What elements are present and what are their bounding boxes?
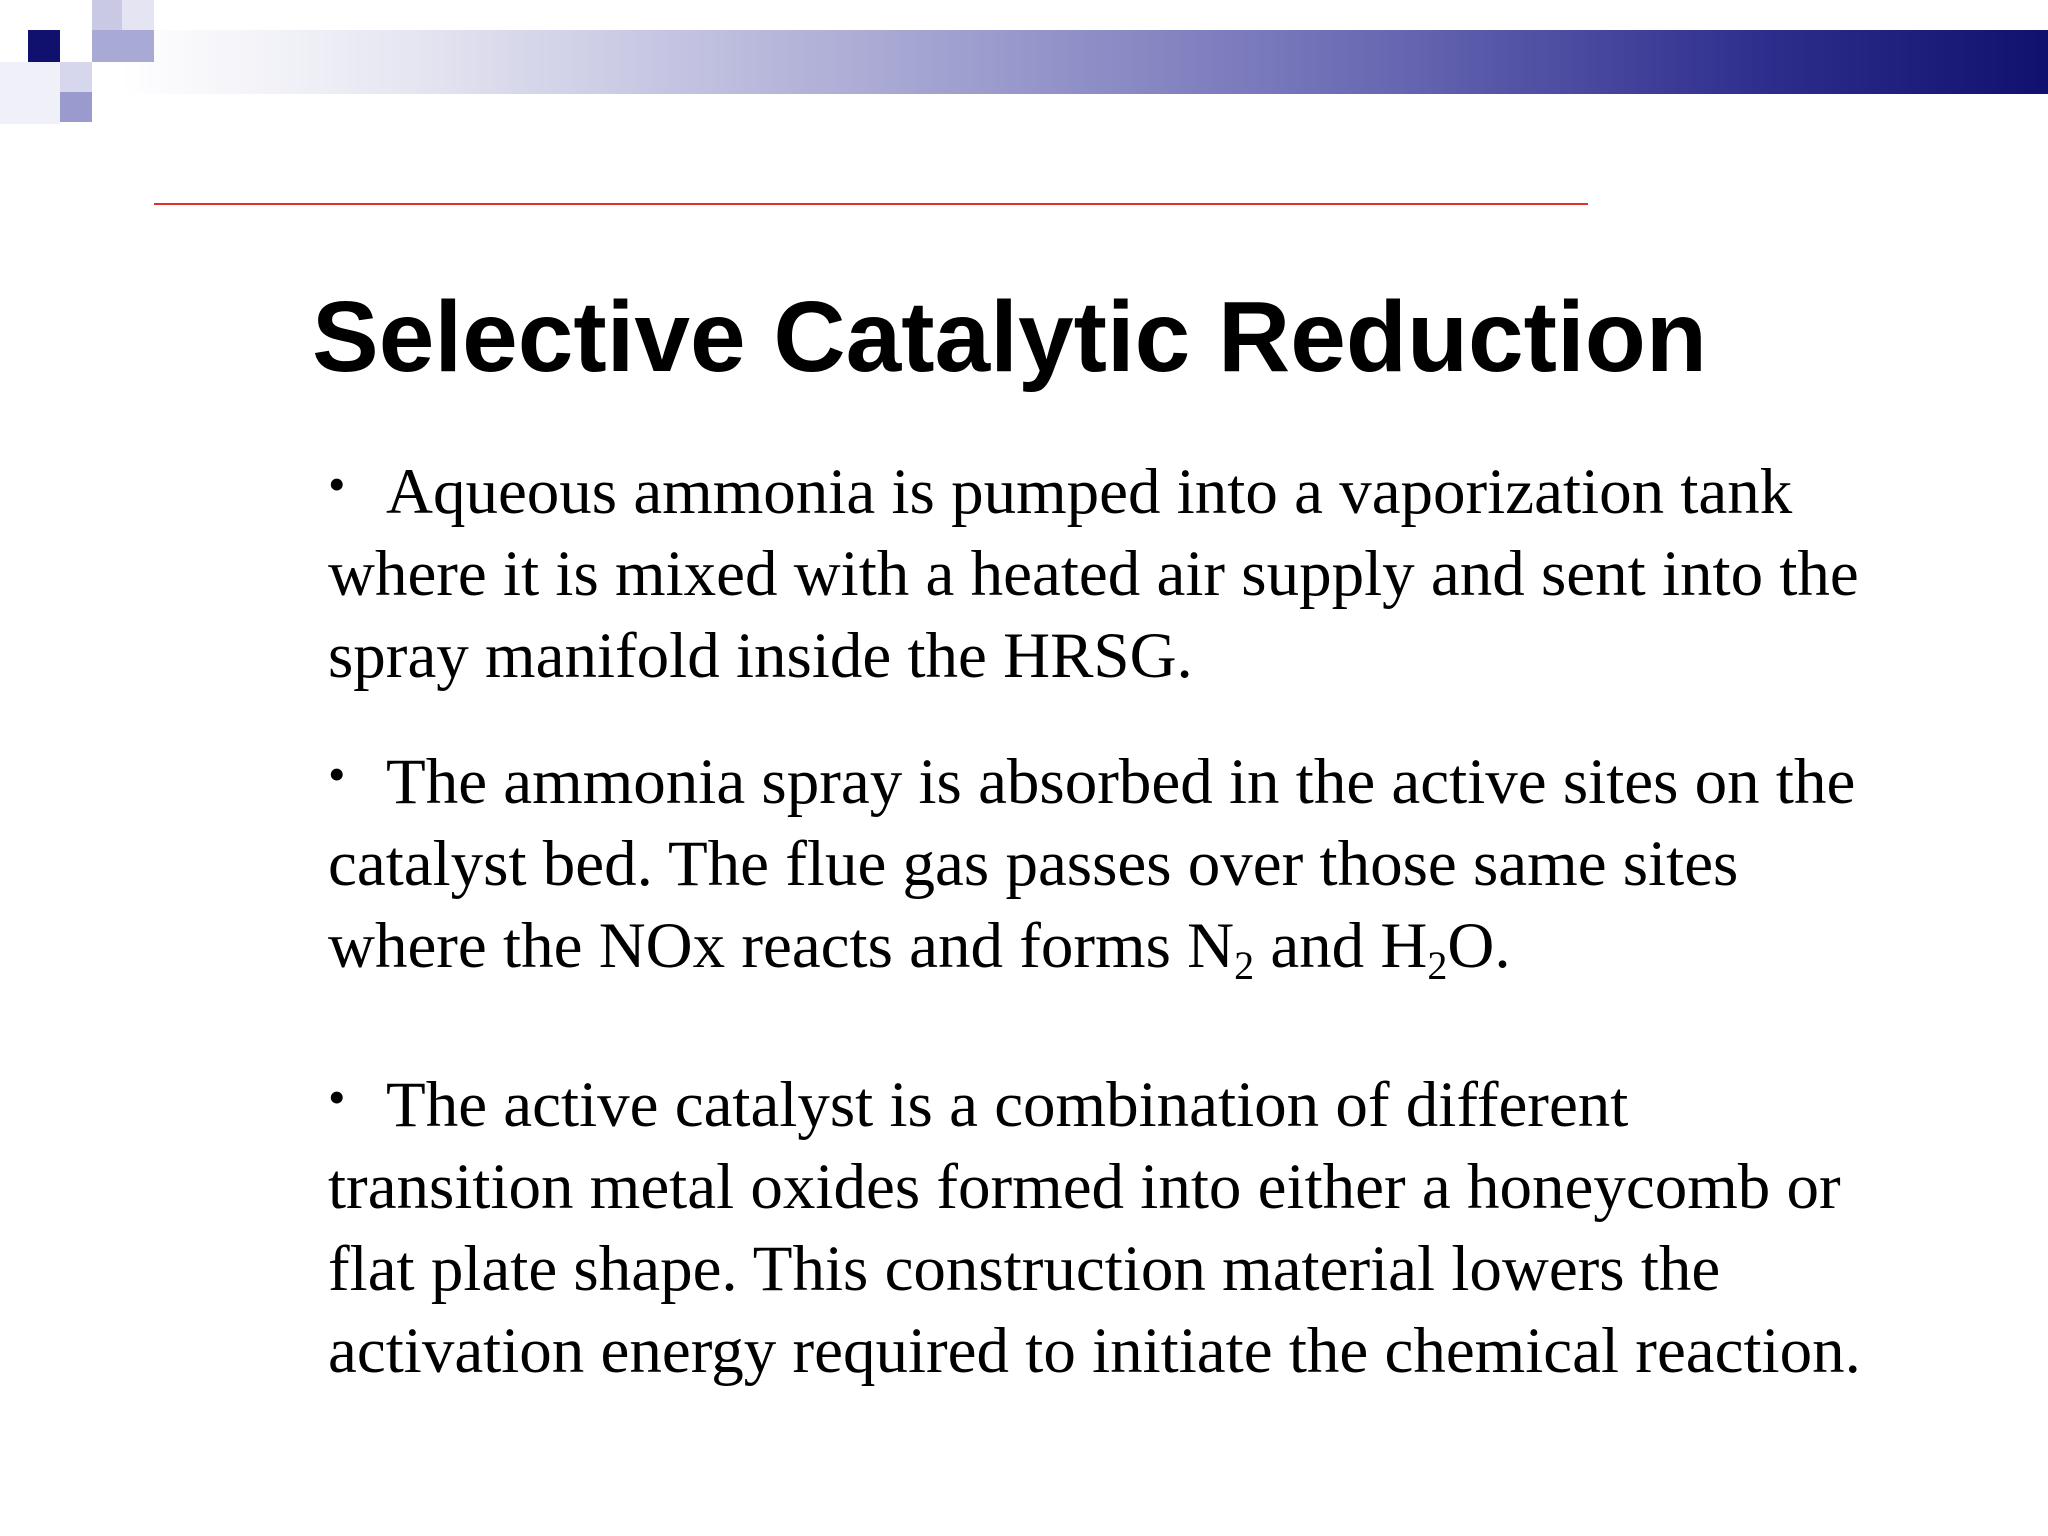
header-gradient-banner <box>120 30 2048 94</box>
bullet-text: and H <box>1254 910 1428 982</box>
bullet-text: The ammonia spray is absorbed in the active sites on the catalyst bed. The flue gas passes over those same sites where the NOx reacts and forms N <box>328 746 1856 982</box>
decorative-square <box>60 62 92 92</box>
bullet-mark: • <box>328 456 346 512</box>
bullet-text: O. <box>1447 910 1511 982</box>
title-divider-line <box>154 203 1588 205</box>
bullet-item <box>328 443 1888 697</box>
bullet-text: Aqueous ammonia is pumped into a vaporization tank where it is mixed with a heated air supply and sent into the spray manifold inside the HRSG. <box>328 456 1859 692</box>
slide-title: Selective Catalytic Reduction <box>312 281 1707 393</box>
decorative-square <box>122 0 154 30</box>
bullet-item <box>328 733 1888 987</box>
bullet-text: The active catalyst is a combination of different transition metal oxides formed into either a honeycomb or flat plate shape. This construction material lowers the activation energy required to initiate the chemical reaction. <box>328 1069 1861 1387</box>
bullet-item <box>328 1056 1888 1392</box>
decorative-square <box>60 92 92 122</box>
subscript: 2 <box>1427 943 1448 988</box>
subscript: 2 <box>1234 943 1255 988</box>
decorative-square <box>0 62 60 124</box>
bullet-mark: • <box>328 746 346 802</box>
bullet-mark: • <box>328 1069 346 1125</box>
decorative-square <box>92 0 122 30</box>
decorative-square <box>92 30 154 62</box>
decorative-square <box>28 30 60 62</box>
